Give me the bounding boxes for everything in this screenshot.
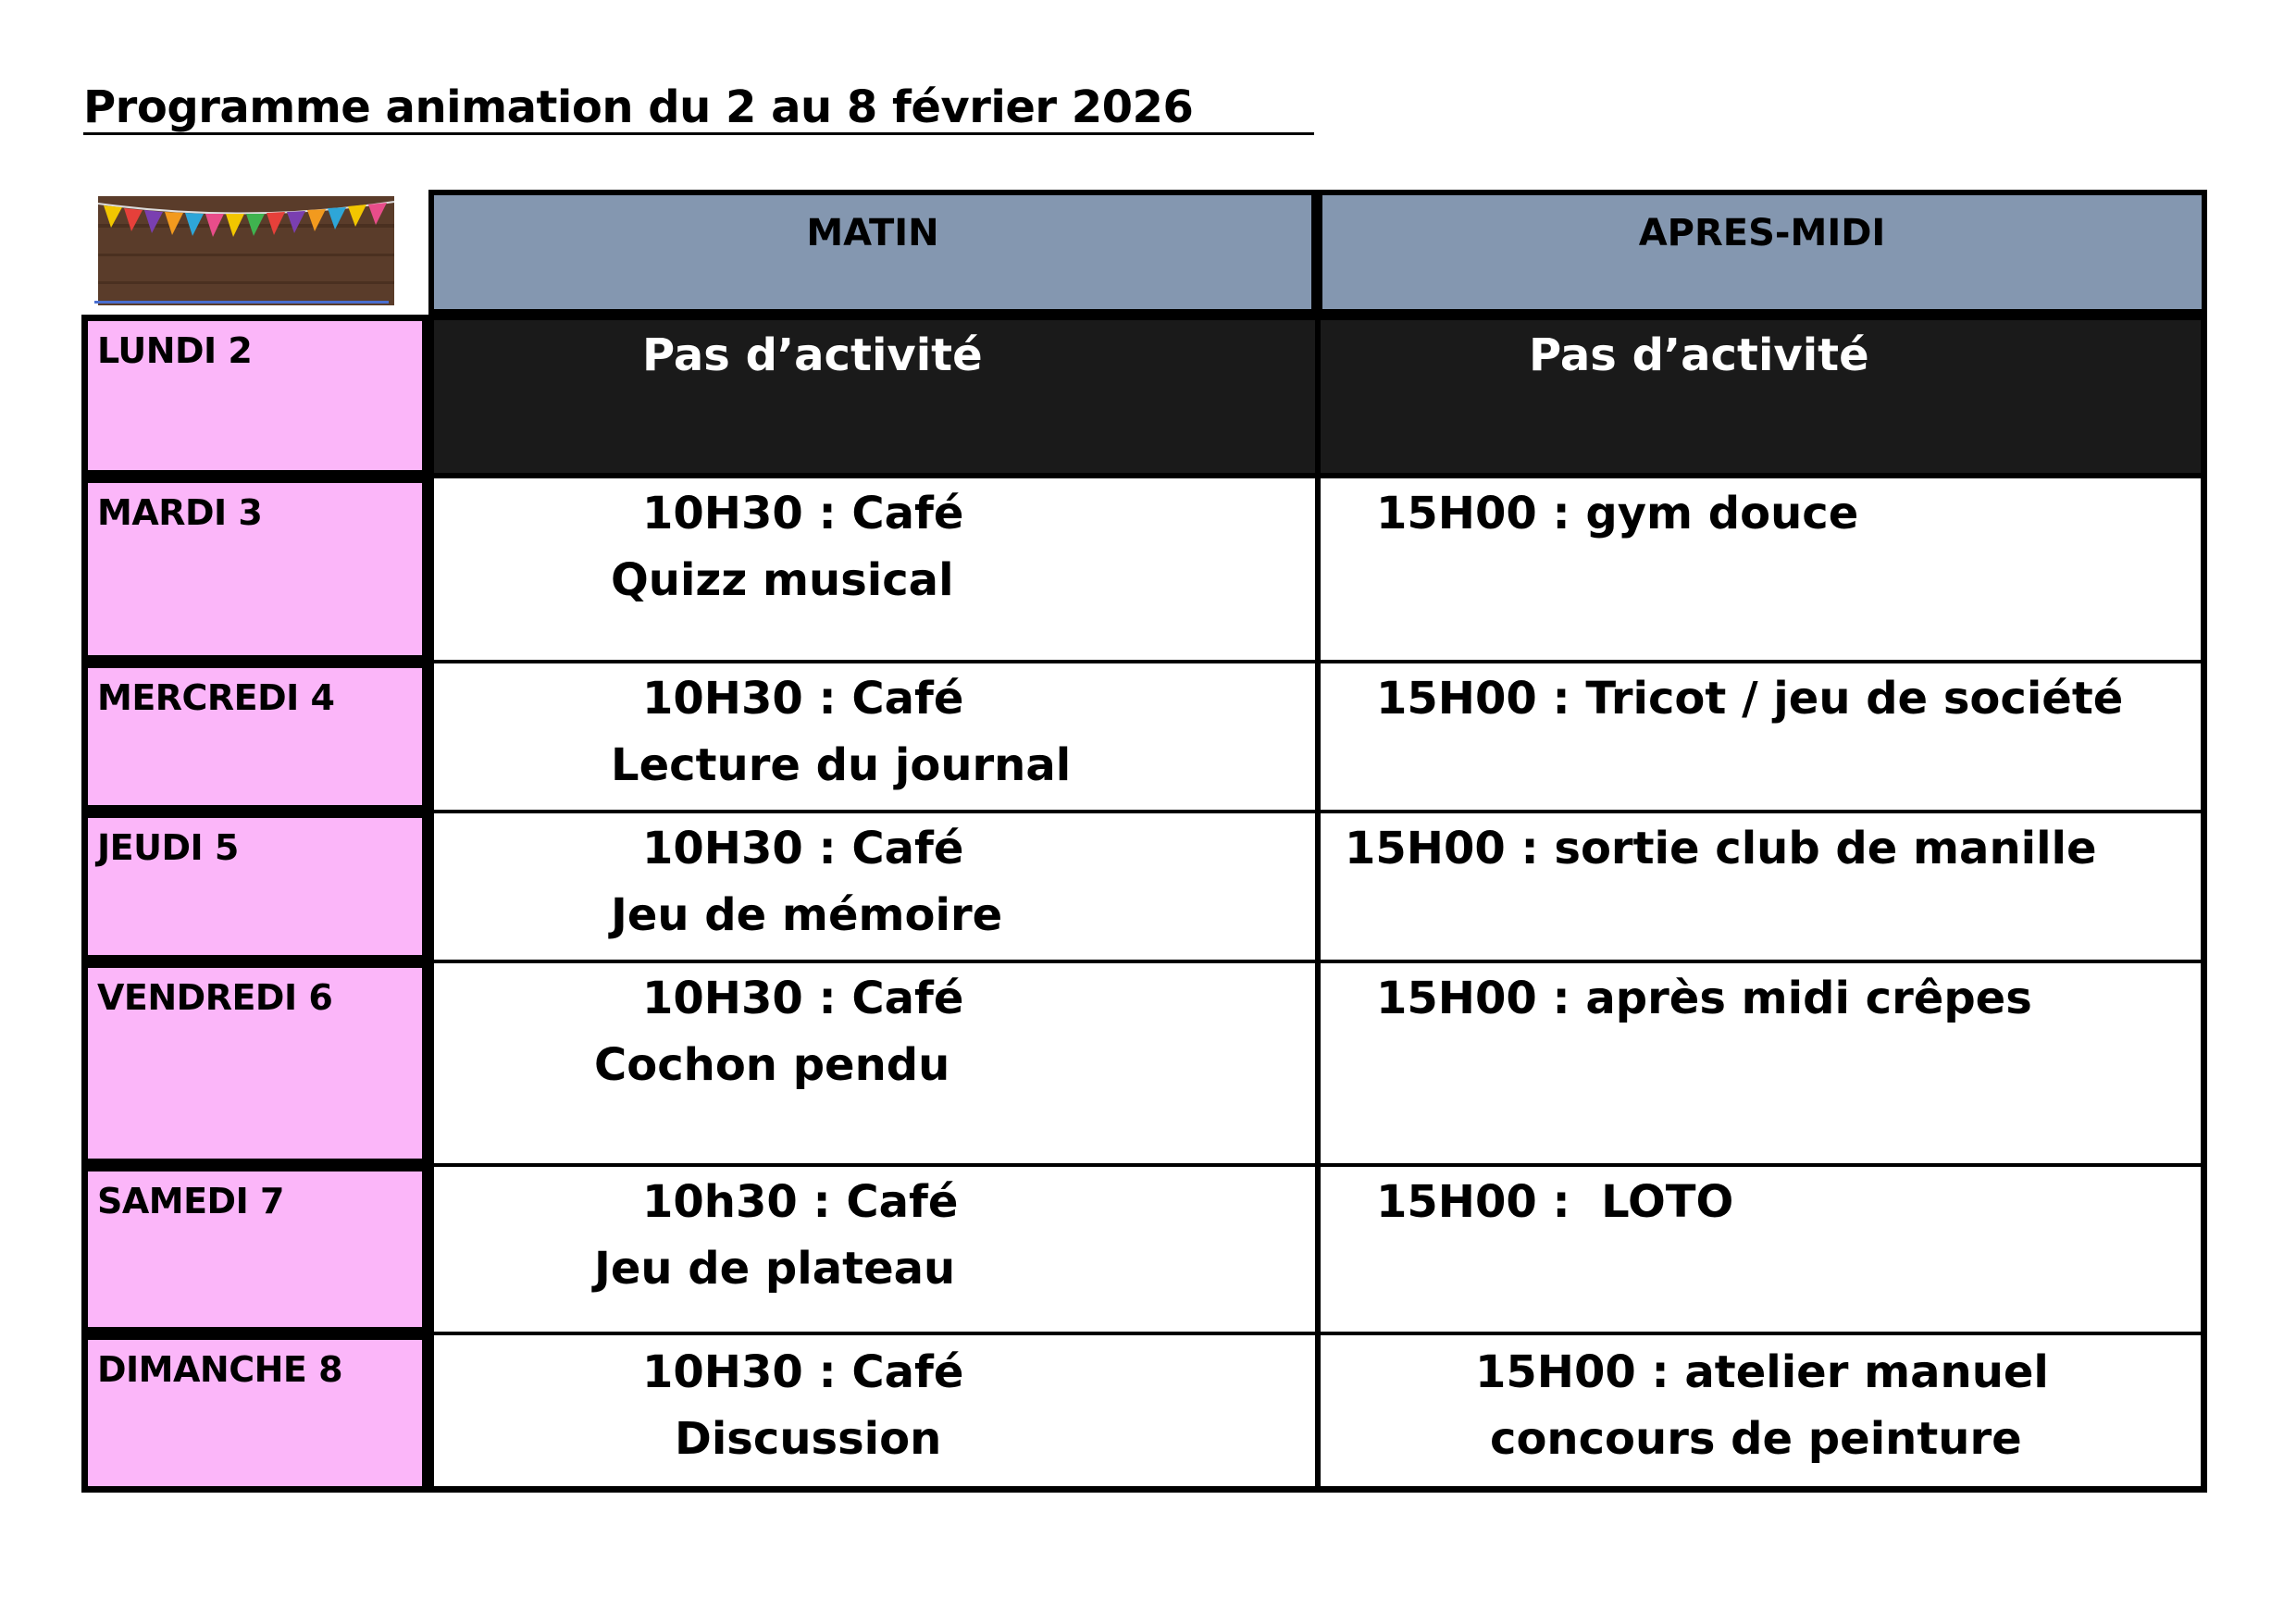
day-label: VENDREDI 6 [97, 977, 333, 1018]
table-row [81, 477, 2207, 662]
day-label: MARDI 3 [97, 492, 263, 533]
apres-midi-cell [1317, 1165, 2207, 1333]
activity-text: Pas d’activité [1529, 329, 1869, 381]
matin-cell [428, 1333, 1317, 1493]
day-cell [81, 1333, 428, 1493]
activity-time-text: 15H00 : atelier manuel [1475, 1346, 2049, 1398]
activity-time-text: 10H30 : Café [642, 973, 964, 1024]
table-row [81, 1333, 2207, 1493]
matin-cell [428, 477, 1317, 662]
activity-time-text: 10H30 : Café [642, 488, 964, 539]
day-cell [81, 315, 428, 477]
apres-midi-cell [1317, 662, 2207, 812]
activity-text: Pas d’activité [642, 329, 983, 381]
page-title-text: Programme animation du 2 au 8 février 2026 [83, 81, 1194, 133]
header-apres-midi-label: APRES-MIDI [1638, 212, 1886, 254]
activity-text: Jeu de mémoire [611, 889, 1003, 941]
activity-time-text: 10H30 : Café [642, 823, 964, 874]
activity-text: concours de peinture [1490, 1413, 2022, 1465]
table-row [81, 812, 2207, 961]
apres-midi-cell [1317, 1333, 2207, 1493]
day-cell [81, 961, 428, 1165]
day-cell [81, 662, 428, 812]
activity-text: Cochon pendu [594, 1039, 950, 1091]
activity-text: 15H00 : Tricot / jeu de société [1376, 673, 2124, 725]
day-cell [81, 1165, 428, 1333]
day-label: MERCREDI 4 [97, 677, 335, 718]
day-label: JEUDI 5 [97, 827, 239, 868]
activity-text: Quizz musical [611, 554, 954, 606]
matin-cell [428, 662, 1317, 812]
day-label: LUNDI 2 [97, 330, 253, 371]
day-cell [81, 477, 428, 662]
day-label: DIMANCHE 8 [97, 1349, 343, 1390]
activity-time-text: 10H30 : Café [642, 673, 964, 725]
header-apres-midi [1317, 190, 2207, 315]
activity-text: 15H00 : gym douce [1376, 488, 1859, 539]
activity-text: Jeu de plateau [594, 1243, 956, 1295]
apres-midi-cell [1317, 812, 2207, 961]
table-row [81, 1165, 2207, 1333]
activity-text: Discussion [675, 1413, 942, 1465]
day-label: SAMEDI 7 [97, 1181, 284, 1221]
banner-underline [94, 301, 389, 304]
table-row [81, 662, 2207, 812]
activity-text: Lecture du journal [611, 739, 1072, 791]
matin-cell [428, 315, 1317, 477]
activity-text: 15H00 : LOTO [1376, 1176, 1734, 1228]
page-title [83, 80, 1314, 135]
header-matin [428, 190, 1317, 315]
table-row [81, 961, 2207, 1165]
bunting-banner-image [98, 196, 394, 305]
apres-midi-cell [1317, 315, 2207, 477]
matin-cell [428, 961, 1317, 1165]
day-cell [81, 812, 428, 961]
apres-midi-cell [1317, 961, 2207, 1165]
apres-midi-cell [1317, 477, 2207, 662]
activity-time-text: 10h30 : Café [642, 1176, 959, 1228]
activity-time-text: 10H30 : Café [642, 1346, 964, 1398]
activity-text: 15H00 : sortie club de manille [1345, 823, 2097, 874]
matin-cell [428, 1165, 1317, 1333]
activity-text: 15H00 : après midi crêpes [1376, 973, 2032, 1024]
table-row [81, 315, 2207, 477]
matin-cell [428, 812, 1317, 961]
header-matin-label: MATIN [806, 212, 939, 254]
